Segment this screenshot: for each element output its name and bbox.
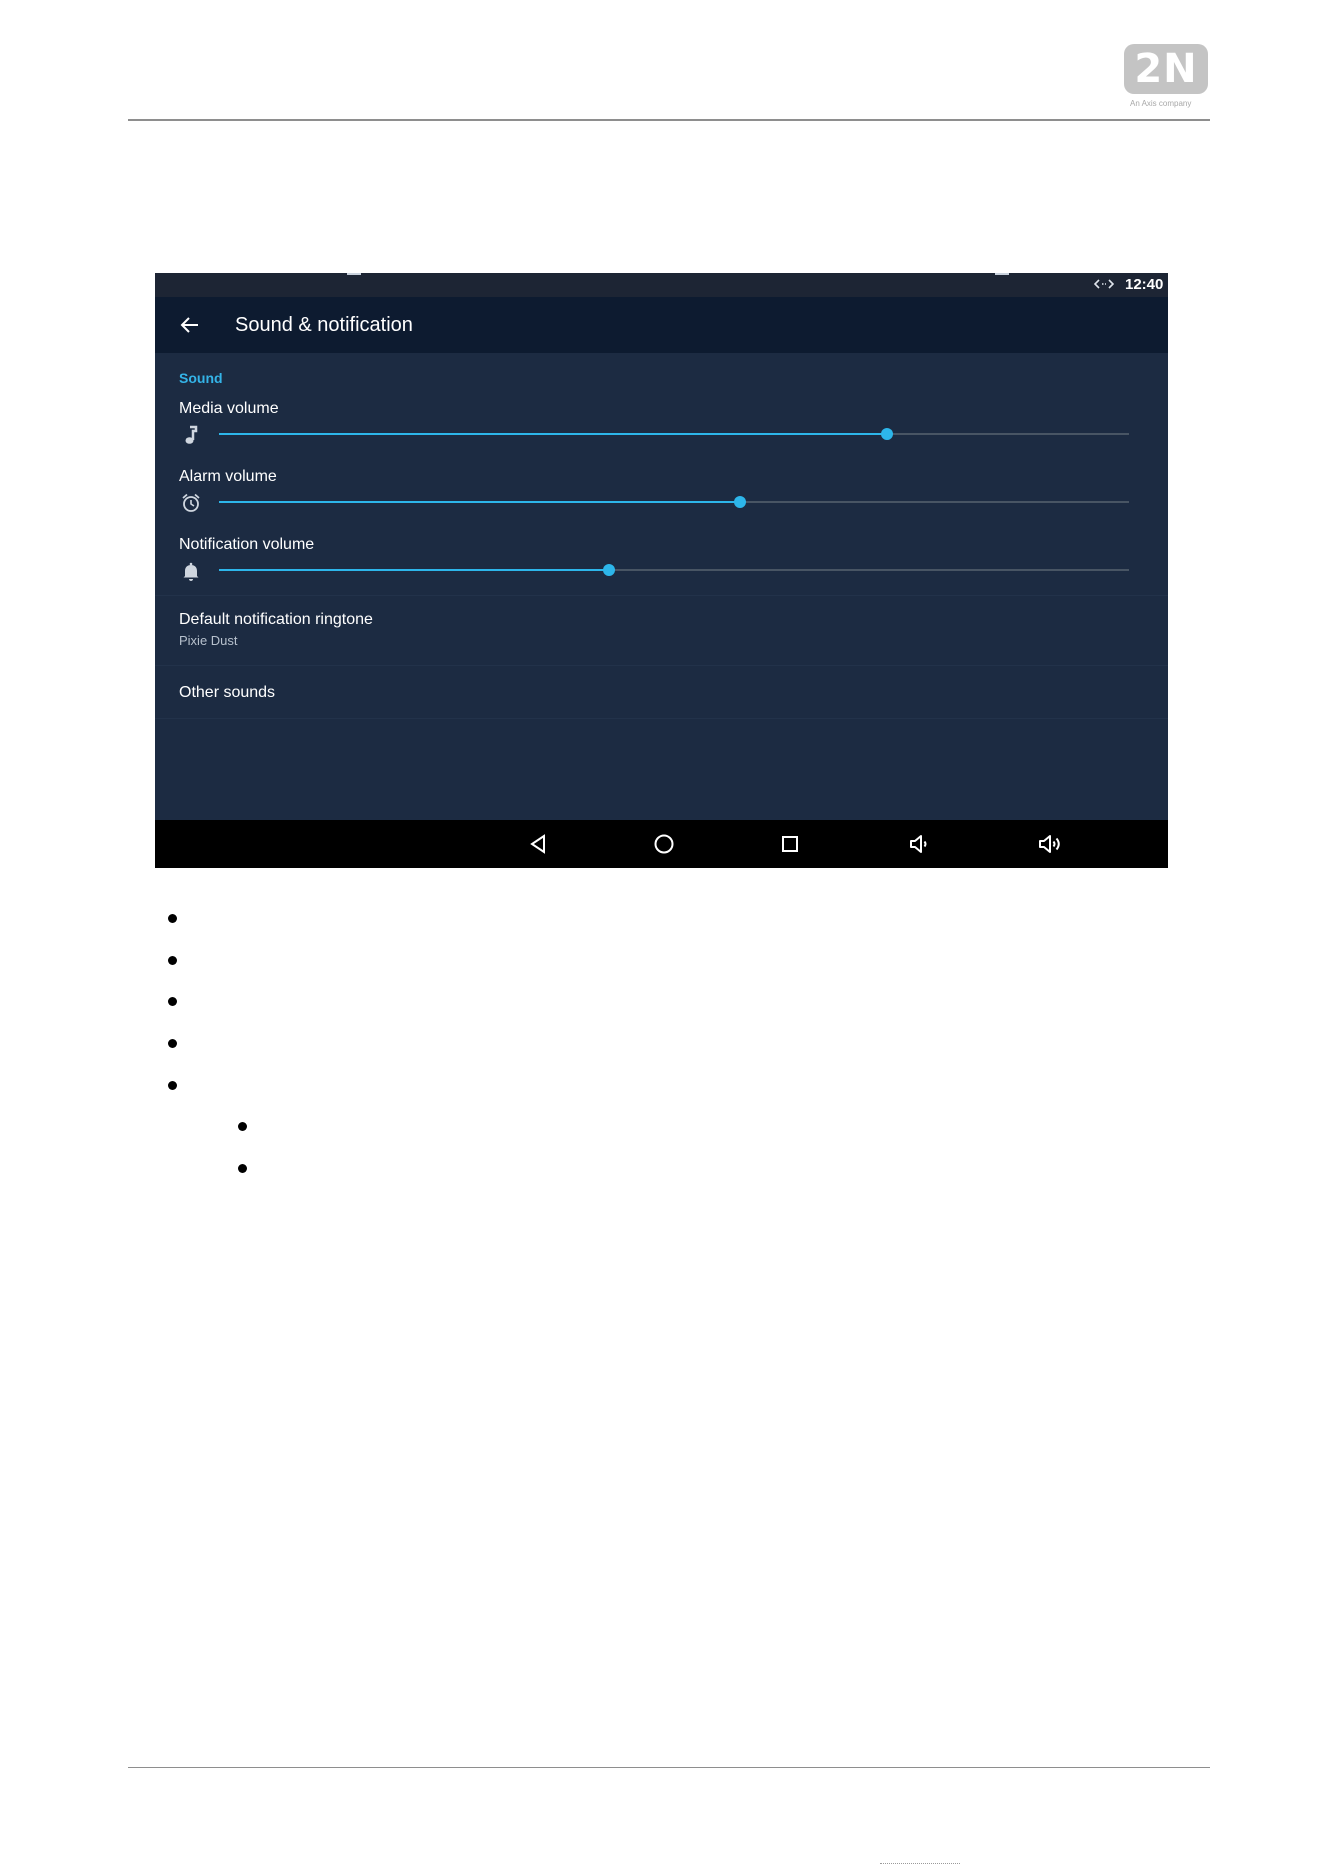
alarm-volume-label: Alarm volume (179, 468, 277, 485)
alarm-volume-slider[interactable] (219, 492, 1129, 512)
status-bar (155, 273, 1168, 297)
status-indicator (347, 273, 361, 275)
other-sounds-item[interactable]: Other sounds (179, 684, 276, 701)
section-header-sound: Sound (179, 370, 223, 386)
default-ringtone-value: Pixie Dust (179, 633, 238, 648)
media-volume-slider[interactable] (219, 424, 1129, 444)
logo-badge (1124, 44, 1208, 94)
notification-volume-slider[interactable] (219, 560, 1129, 580)
nav-bar (155, 820, 1168, 868)
company-logo (1124, 44, 1212, 110)
status-indicator (995, 273, 1009, 275)
slider-thumb[interactable] (603, 564, 615, 576)
notification-volume-label: Notification volume (179, 536, 315, 553)
bullet-point (168, 997, 177, 1006)
media-volume-label: Media volume (179, 400, 279, 417)
list-divider (155, 718, 1168, 719)
volume-down-icon[interactable] (907, 831, 933, 857)
status-clock: 12:40 (1125, 276, 1164, 293)
alarm-clock-icon (180, 492, 202, 514)
volume-up-icon[interactable] (1037, 831, 1063, 857)
header-rule (128, 119, 1210, 121)
arrow-back-icon[interactable] (179, 314, 201, 336)
bullet-point (168, 1039, 177, 1048)
bullet-point (168, 956, 177, 965)
list-divider (155, 595, 1168, 596)
slider-thumb[interactable] (734, 496, 746, 508)
footer-marker (880, 1863, 960, 1864)
recents-square-icon[interactable] (777, 831, 803, 857)
slider-fill (219, 569, 609, 571)
app-bar (155, 297, 1168, 353)
music-note-icon (180, 424, 202, 446)
bell-icon (180, 560, 202, 582)
logo-text: 2N (1134, 46, 1198, 92)
default-ringtone-item[interactable]: Default notification ringtone (179, 611, 373, 628)
sub-bullet-point (238, 1164, 247, 1173)
bullet-point (168, 1081, 177, 1090)
footer-rule (128, 1767, 1210, 1768)
page-title: Sound & notification (235, 314, 413, 336)
back-triangle-icon[interactable] (525, 831, 551, 857)
slider-thumb[interactable] (881, 428, 893, 440)
home-circle-icon[interactable] (651, 831, 677, 857)
slider-fill (219, 501, 740, 503)
list-divider (155, 665, 1168, 666)
bullet-point (168, 914, 177, 923)
logo-tagline: An Axis company (1130, 99, 1192, 108)
data-transfer-icon (1094, 276, 1114, 292)
sub-bullet-point (238, 1122, 247, 1131)
device-screenshot (155, 273, 1168, 868)
slider-fill (219, 433, 887, 435)
